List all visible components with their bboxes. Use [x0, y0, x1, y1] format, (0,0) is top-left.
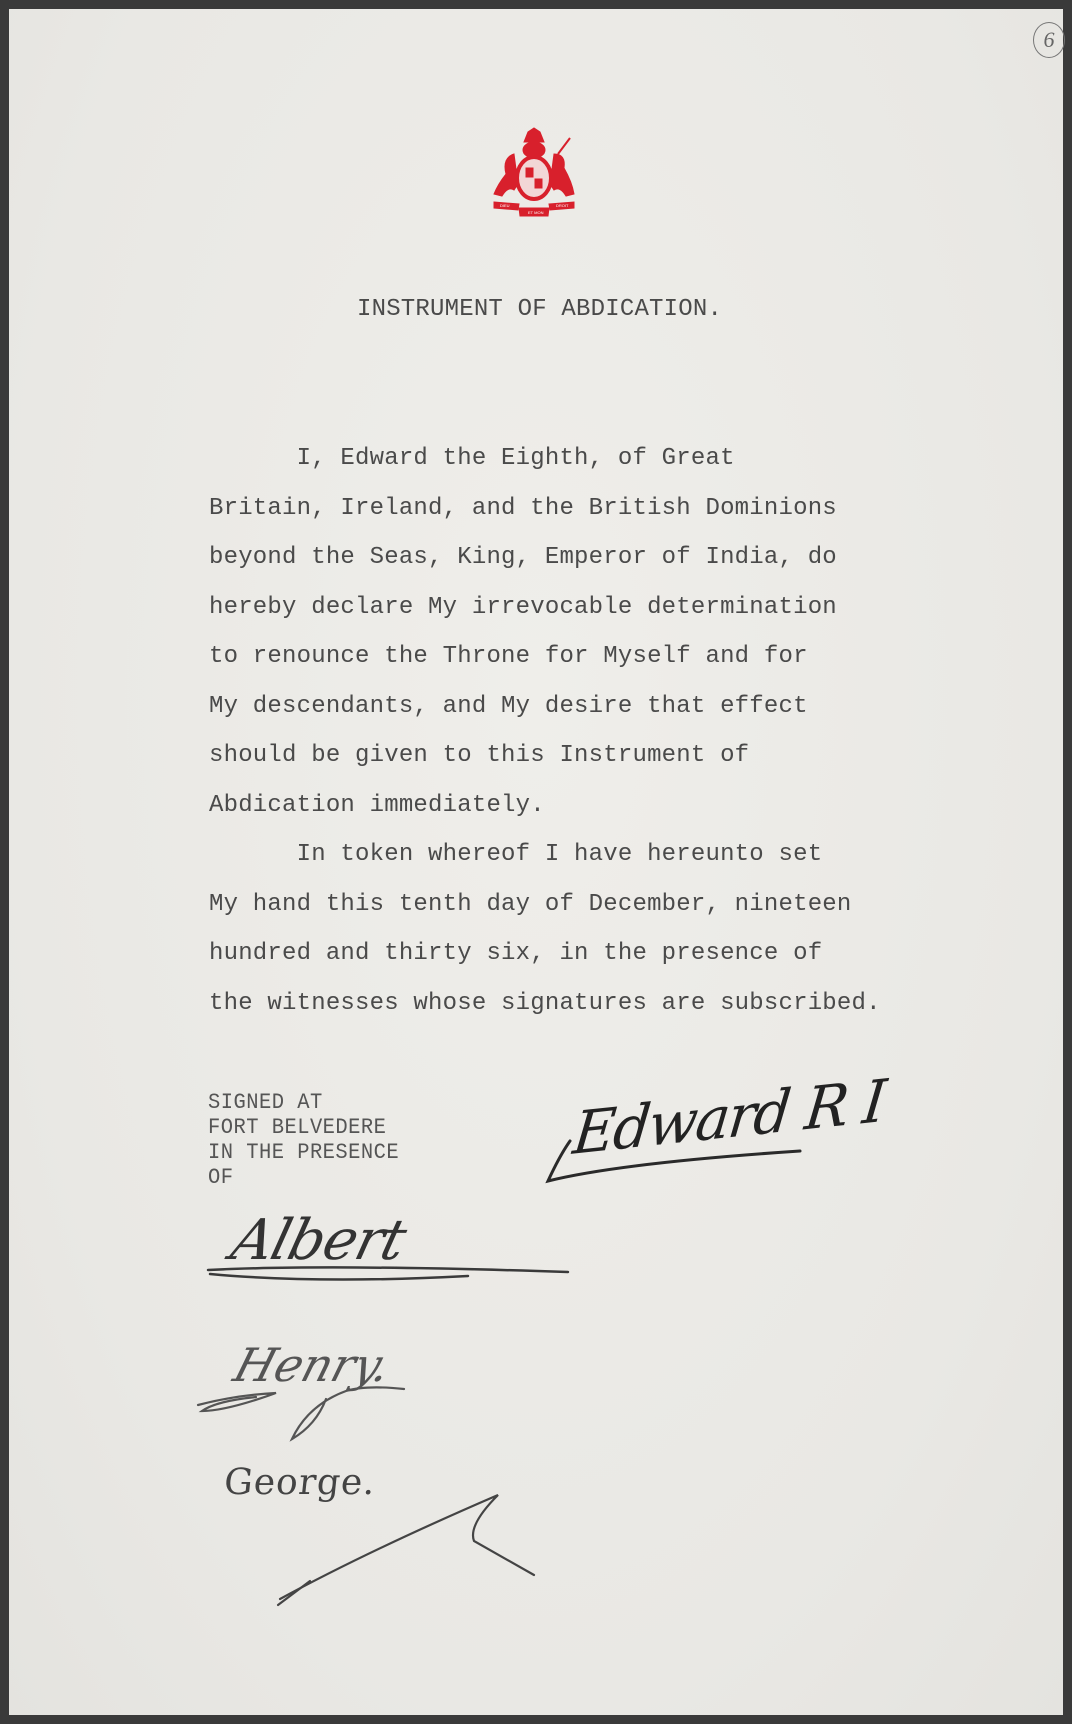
- body-line: Abdication immediately.: [209, 792, 545, 819]
- royal-coat-of-arms-icon: [484, 124, 584, 224]
- body-line: hundred and thirty six, in the presence of: [209, 940, 823, 967]
- document-title: INSTRUMENT OF ABDICATION.: [357, 296, 723, 323]
- signed-line: FORT BELVEDERE: [208, 1115, 387, 1140]
- body-line: Britain, Ireland, and the British Dominions: [209, 495, 837, 522]
- signature-albert: Albert: [225, 1208, 412, 1273]
- motto-right: DROIT: [556, 203, 569, 208]
- body-line: to renounce the Throne for Myself and for: [209, 643, 808, 670]
- signature-henry: Henry.: [228, 1338, 397, 1392]
- signed-line: OF: [208, 1165, 234, 1190]
- signature-george: George.: [222, 1462, 379, 1503]
- signed-at-block: [208, 1090, 399, 1190]
- body-line: should be given to this Instrument of: [209, 742, 750, 769]
- signed-line: IN THE PRESENCE: [208, 1140, 400, 1165]
- motto-center: ET MON: [528, 210, 544, 215]
- signed-line: SIGNED AT: [208, 1090, 323, 1115]
- body-line: My descendants, and My desire that effect: [209, 693, 808, 720]
- page-number: 6: [1033, 22, 1065, 58]
- body-line: I, Edward the Eighth, of Great: [209, 445, 735, 472]
- body-line: My hand this tenth day of December, nineteen: [209, 891, 852, 918]
- body-line: beyond the Seas, King, Emperor of India, do: [209, 544, 837, 571]
- signature-edward: Edward R I: [570, 1066, 888, 1168]
- motto-left: DIEU: [500, 203, 510, 208]
- body-line: the witnesses whose signatures are subscribed.: [209, 990, 881, 1017]
- body-line: hereby declare My irrevocable determination: [209, 594, 837, 621]
- body-line: In token whereof I have hereunto set: [209, 841, 823, 868]
